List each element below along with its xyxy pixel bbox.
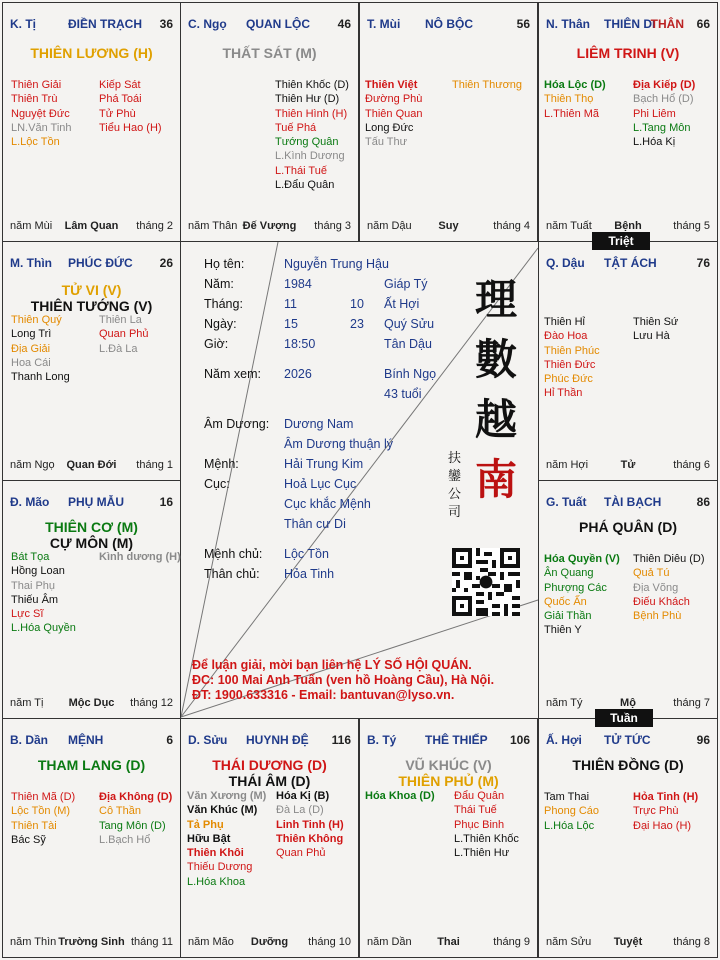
minor-star: Kình dương (H): [99, 551, 181, 563]
logo-char: 越: [474, 395, 517, 444]
minor-star: Thiên Quý: [11, 314, 62, 326]
logo-char: 數: [474, 335, 517, 384]
tieu-han-year: năm Tuất: [546, 220, 592, 232]
nguyet-han-month: tháng 5: [673, 220, 710, 232]
major-star: THIÊN ĐỒNG (D): [572, 757, 684, 773]
minor-stars-left: [11, 550, 76, 636]
palace-can-chi: Đ. Mão: [10, 495, 50, 509]
major-star: THIÊN CƠ (M): [45, 519, 138, 535]
minor-star: Tam Thai: [544, 791, 590, 803]
minor-star: L.Lộc Tồn: [11, 136, 60, 149]
minor-star: L.Bạch Hổ: [99, 833, 151, 846]
palace-cell-ty: [359, 718, 538, 958]
minor-star: L.Đẩu Quân: [275, 179, 335, 192]
info-thang-label: Tháng:: [204, 297, 243, 311]
tieu-han-year: năm Sửu: [546, 936, 592, 948]
minor-star: Điếu Khách: [633, 595, 690, 608]
palace-cell-dau: [538, 241, 718, 481]
minor-star: Bệnh Phù: [633, 610, 682, 623]
info-gio-am: Tân Dậu: [384, 337, 432, 351]
palace-footer: [367, 220, 530, 234]
info-ho-ten-label: Họ tên:: [204, 257, 245, 271]
tieu-han-year: năm Mùi: [10, 220, 53, 232]
minor-star: Hóa Quyền (V): [544, 553, 620, 565]
minor-star: Thiên Quan: [365, 107, 423, 120]
minor-star: Giải Thần: [544, 610, 592, 623]
minor-stars-left: [11, 313, 70, 384]
minor-star: Lưu Hà: [633, 330, 670, 343]
minor-star: L.Hóa Khoa: [187, 875, 246, 888]
info-ho-ten: Nguyễn Trung Hậu: [284, 257, 389, 271]
dai-han-number: 66: [696, 17, 710, 31]
tieu-han-year: năm Mão: [188, 936, 234, 948]
palace-header: [367, 17, 530, 31]
tieu-han-year: năm Ngọ: [10, 459, 55, 471]
minor-stars-left: [544, 790, 599, 833]
palace-cell-ngo: [180, 2, 359, 242]
minor-star: L.Hóa Quyền: [11, 622, 76, 635]
minor-star: L.Hóa Lộc: [544, 819, 595, 832]
minor-stars-right: [276, 789, 344, 860]
nguyet-han-month: tháng 3: [314, 220, 351, 232]
palace-name: THÊ THIẾP: [425, 733, 488, 747]
minor-star: Phi Liêm: [633, 107, 676, 120]
dai-han-number: 96: [696, 733, 710, 747]
palace-header: [10, 256, 173, 270]
major-star: TỬ VI (V): [61, 282, 122, 298]
palace-name: HUYNH ĐỆ: [246, 733, 309, 747]
minor-star: Thiên Phúc: [544, 344, 600, 357]
minor-star: Ân Quang: [544, 567, 594, 580]
minor-stars-left: [365, 78, 422, 149]
minor-star: Thiên Y: [544, 624, 582, 637]
major-star: CỰ MÔN (M): [49, 535, 134, 551]
minor-star: Hóa Lộc (D): [544, 79, 606, 91]
minor-star: LN.Văn Tinh: [11, 121, 72, 134]
minor-star: Đại Hao (H): [633, 819, 692, 832]
minor-star: Hồng Loan: [11, 565, 65, 578]
tieu-han-year: năm Dậu: [367, 220, 412, 232]
minor-star: Đà La (D): [276, 804, 324, 817]
minor-stars-right: [633, 315, 678, 344]
palace-cell-suu: [180, 718, 359, 958]
palace-footer: [188, 936, 351, 950]
minor-star: Thiếu Âm: [11, 593, 59, 606]
than-marker: THÂN: [650, 17, 684, 31]
minor-star: Phong Cáo: [544, 805, 600, 818]
minor-star: Đẩu Quân: [454, 790, 505, 802]
palace-cell-dan: [2, 718, 181, 958]
palace-can-chi: G. Tuất: [546, 495, 587, 509]
minor-stars-right: [633, 552, 705, 623]
palace-name: PHÚC ĐỨC: [68, 256, 133, 270]
palace-header: [367, 733, 530, 747]
minor-stars-right: [452, 78, 522, 92]
palace-header: [10, 17, 173, 31]
palace-name: THIÊN DI: [604, 17, 656, 31]
minor-stars-right: [633, 790, 698, 833]
minor-star: Thiên Khôi: [187, 847, 244, 860]
minor-star: Tang Môn (D): [99, 819, 166, 832]
palace-cell-ti: [2, 2, 181, 242]
palace-footer: [10, 936, 173, 950]
truong-sinh: Suy: [438, 220, 459, 232]
minor-star: Hóa Kị (B): [276, 790, 330, 802]
info-ngay-label: Ngày:: [204, 317, 237, 331]
palace-name: MỆNH: [68, 733, 104, 747]
palace-cell-mui: [359, 2, 538, 242]
minor-star: Phượng Các: [544, 581, 607, 594]
major-star: THAM LANG (D): [37, 757, 146, 773]
contact-line1: Để luận giải, mời bạn liên hệ LÝ SỐ HỘI QUÁN.: [192, 658, 472, 672]
info-cuc-2: Cục khắc Mệnh: [284, 497, 371, 511]
info-am-duong-label: Âm Dương:: [204, 417, 270, 431]
minor-star: Thiên Sứ: [633, 316, 679, 328]
minor-star: Nguyệt Đức: [11, 107, 70, 120]
palace-header: [546, 17, 710, 31]
palace-footer: [546, 459, 710, 473]
minor-star: Thiên Mã (D): [11, 791, 76, 803]
minor-star: Thiên Giải: [11, 79, 62, 91]
palace-footer: [10, 697, 173, 711]
tieu-han-year: năm Dần: [367, 936, 412, 948]
minor-stars-left: [365, 789, 435, 803]
minor-star: Kiếp Sát: [99, 79, 141, 91]
minor-star: Phục Binh: [454, 818, 505, 831]
info-thang-am-num: 10: [350, 297, 364, 311]
truong-sinh: Đế Vượng: [242, 220, 297, 232]
dai-han-number: 16: [159, 495, 173, 509]
minor-star: Bát Tọa: [11, 551, 50, 563]
truong-sinh: Mộ: [620, 697, 636, 709]
contact-line3: ĐT: 1900.633316 - Email: bantuvan@lyso.vn.: [192, 688, 455, 702]
palace-can-chi: Ấ. Hợi: [546, 733, 582, 747]
palace-name: TỬ TỨC: [604, 733, 651, 747]
palace-can-chi: D. Sửu: [188, 733, 228, 747]
palace-cell-hoi: [538, 718, 718, 958]
dai-han-number: 76: [696, 256, 710, 270]
minor-star: Linh Tinh (H): [276, 818, 344, 831]
minor-star: Phá Toái: [99, 93, 142, 106]
info-thang-am: Ất Hợi: [384, 297, 420, 311]
minor-star: L.Đà La: [99, 342, 138, 355]
minor-star: Long Đức: [365, 121, 414, 134]
info-gio-label: Giờ:: [204, 337, 229, 351]
minor-star: L.Thiên Mã: [544, 107, 600, 120]
minor-star: Hỏa Tinh (H): [633, 791, 699, 803]
minor-star: Thiên Diêu (D): [633, 553, 705, 565]
info-nam-xem: 2026: [284, 367, 312, 381]
minor-stars-left: [11, 790, 75, 847]
minor-stars-right: [99, 550, 181, 564]
palace-can-chi: M. Thìn: [10, 256, 52, 270]
minor-stars-left: [11, 78, 72, 149]
palace-footer: [188, 220, 351, 234]
info-thang-duong: 11: [284, 297, 297, 311]
minor-star: L.Thiên Hư: [454, 847, 510, 860]
palace-footer: [367, 936, 530, 950]
logo-char: 南: [474, 455, 517, 504]
palace-header: [546, 733, 710, 747]
palace-can-chi: B. Dần: [10, 733, 49, 747]
minor-star: Tử Phù: [99, 107, 136, 120]
palace-can-chi: N. Thân: [546, 17, 590, 31]
info-than-chu: Hỏa Tinh: [284, 567, 335, 581]
minor-star: L.Hóa Kị: [633, 136, 676, 149]
minor-star: Tả Phụ: [187, 818, 224, 831]
palace-header: [188, 17, 351, 31]
contact-line2: ĐC: 100 Mai Anh Tuấn (ven hồ Hoàng Cầu), Hà Nội.: [192, 673, 495, 687]
palace-name: NÔ BỘC: [425, 17, 473, 31]
minor-star: Hóa Khoa (D): [365, 790, 435, 802]
major-star: THẤT SÁT (M): [222, 45, 317, 61]
minor-star: Bác Sỹ: [11, 833, 46, 846]
tieu-han-year: năm Thân: [188, 220, 238, 232]
minor-star: Thái Tuế: [454, 804, 497, 817]
palace-cell-tuat: [538, 480, 718, 719]
palace-name: TẬT ÁCH: [604, 256, 657, 270]
minor-star: Hỉ Thần: [544, 387, 583, 400]
dai-han-number: 6: [166, 733, 173, 747]
minor-star: L.Thái Tuế: [275, 164, 327, 177]
minor-star: Thiên Không: [276, 832, 344, 845]
minor-star: Thiên Thương: [452, 79, 523, 91]
dai-han-number: 26: [159, 256, 173, 270]
minor-stars-right: [99, 78, 162, 135]
truong-sinh: Bệnh: [614, 220, 642, 232]
info-menh-label: Mệnh:: [204, 457, 239, 471]
palace-can-chi: B. Tý: [367, 733, 397, 747]
major-star: THÁI DƯƠNG (D): [212, 757, 327, 773]
minor-star: Thanh Long: [11, 371, 70, 384]
nguyet-han-month: tháng 4: [493, 220, 530, 232]
info-nam-label: Năm:: [204, 277, 234, 291]
minor-star: Tiểu Hao (H): [99, 121, 162, 134]
contact-block: [192, 658, 494, 703]
minor-star: Thiên Việt: [365, 79, 418, 91]
palace-can-chi: K. Tị: [10, 17, 36, 31]
minor-star: Phúc Đức: [544, 373, 593, 386]
minor-stars-left: [544, 78, 606, 121]
truong-sinh: Trường Sinh: [58, 936, 125, 948]
major-star: THIÊN TƯỚNG (V): [30, 298, 153, 314]
minor-star: Thiên Đức: [544, 358, 596, 371]
minor-star: Địa Kiếp (D): [633, 79, 696, 91]
minor-star: Thiên Hỉ: [544, 316, 585, 328]
palace-header: [546, 256, 710, 270]
minor-star: Trực Phù: [633, 805, 679, 818]
tag-tuan: Tuần: [595, 709, 653, 727]
palace-header: [188, 733, 351, 747]
info-menh: Hải Trung Kim: [284, 457, 364, 471]
logo-subtitle: 扶 鑾 公 司: [448, 451, 462, 520]
palace-name: PHỤ MẪU: [68, 495, 124, 509]
major-star: THIÊN LƯƠNG (H): [30, 45, 153, 61]
truong-sinh: Quan Đới: [66, 459, 117, 471]
truong-sinh: Lâm Quan: [64, 220, 119, 232]
truong-sinh: Tử: [620, 459, 636, 471]
palace-cell-thin: [2, 241, 181, 481]
palace-header: [10, 495, 173, 509]
truong-sinh: Mộc Dục: [68, 697, 115, 709]
logo-char: 理: [474, 275, 517, 324]
minor-stars-left: [187, 789, 266, 889]
major-star: PHÁ QUÂN (D): [579, 519, 677, 535]
minor-stars-right: [99, 790, 172, 847]
minor-stars-left: [544, 315, 600, 401]
minor-stars-right: [454, 789, 519, 860]
dai-han-number: 86: [696, 495, 710, 509]
nguyet-han-month: tháng 6: [673, 459, 710, 471]
palace-footer: [10, 459, 173, 473]
minor-star: Tấu Thư: [365, 136, 408, 149]
info-gio: 18:50: [284, 337, 316, 351]
minor-star: Quốc Ấn: [544, 595, 587, 608]
dai-han-number: 46: [337, 17, 351, 31]
dai-han-number: 56: [516, 17, 530, 31]
info-cuc-3: Thân cư Di: [284, 517, 346, 531]
minor-star: Địa Không (D): [99, 791, 173, 803]
minor-star: Đào Hoa: [544, 330, 588, 343]
info-menh-chu: Lộc Tồn: [284, 547, 329, 561]
minor-star: Địa Võng: [633, 581, 679, 594]
info-cuc-label: Cục:: [204, 477, 230, 491]
minor-star: Đường Phù: [365, 93, 423, 106]
palace-header: [10, 733, 173, 747]
info-nam-am: Giáp Tý: [384, 277, 428, 291]
calligraphy-logo: [466, 270, 526, 510]
minor-star: Thiên Trù: [11, 93, 58, 106]
info-am-duong-2: Âm Dương thuận lý: [284, 437, 393, 451]
minor-star: Thai Phụ: [11, 579, 56, 592]
info-nam-duong: 1984: [284, 277, 312, 291]
nguyet-han-month: tháng 7: [673, 697, 710, 709]
palace-name: TÀI BẠCH: [604, 495, 662, 509]
info-ngay-am-num: 23: [350, 317, 364, 331]
minor-star: Bạch Hổ (D): [633, 93, 694, 106]
minor-star: Thiên Thọ: [544, 93, 594, 106]
minor-star: L.Thiên Khốc: [454, 832, 519, 845]
info-ngay-duong: 15: [284, 317, 298, 331]
nguyet-han-month: tháng 11: [130, 936, 173, 948]
tieu-han-year: năm Hợi: [546, 459, 589, 471]
palace-can-chi: Q. Dậu: [546, 256, 585, 270]
minor-star: Hoa Cái: [11, 356, 51, 369]
dai-han-number: 106: [509, 733, 530, 747]
minor-star: Cô Thần: [99, 805, 141, 818]
nguyet-han-month: tháng 2: [136, 220, 173, 232]
minor-stars-left: [544, 552, 620, 638]
nguyet-han-month: tháng 10: [308, 936, 351, 948]
palace-header: [546, 495, 710, 509]
nguyet-han-month: tháng 12: [130, 697, 173, 709]
truong-sinh: Dưỡng: [250, 936, 289, 948]
info-am-duong: Dương Nam: [284, 417, 354, 431]
minor-stars-right: [99, 313, 149, 356]
minor-star: Quả Tú: [633, 567, 670, 580]
tieu-han-year: năm Thìn: [10, 936, 57, 948]
info-nam-xem-am: Bính Ngọ: [384, 367, 437, 381]
qr-code[interactable]: [452, 548, 520, 616]
info-nam-xem-label: Năm xem:: [204, 367, 261, 381]
major-star: LIÊM TRINH (V): [576, 45, 680, 61]
tag-triet: Triệt: [592, 232, 650, 250]
info-ngay-am: Quý Sửu: [384, 317, 435, 331]
dai-han-number: 36: [159, 17, 173, 31]
minor-star: Hữu Bật: [187, 832, 231, 845]
minor-star: Địa Giải: [11, 342, 51, 355]
major-star: VŨ KHÚC (V): [405, 757, 492, 773]
nguyet-han-month: tháng 1: [136, 459, 173, 471]
minor-star: Long Trì: [11, 328, 52, 341]
palace-footer: [10, 220, 173, 234]
nguyet-han-month: tháng 9: [493, 936, 530, 948]
dai-han-number: 116: [331, 733, 351, 747]
palace-can-chi: C. Ngọ: [188, 17, 227, 31]
info-menh-chu-label: Mệnh chủ:: [204, 547, 263, 561]
major-star: THIÊN PHỦ (M): [398, 773, 499, 789]
truong-sinh: Thai: [437, 936, 460, 948]
palace-cell-mao: [2, 480, 181, 719]
minor-star: Thiên Hình (H): [275, 107, 348, 120]
minor-star: Thiên Khốc (D): [275, 79, 349, 91]
palace-name: QUAN LỘC: [246, 17, 310, 31]
minor-star: Thiên La: [99, 314, 142, 326]
info-panel: [180, 240, 540, 718]
minor-star: Quan Phủ: [99, 328, 149, 341]
tieu-han-year: năm Tý: [546, 697, 583, 709]
major-star: THÁI ÂM (D): [228, 773, 311, 789]
minor-stars-right: [633, 78, 695, 149]
nguyet-han-month: tháng 8: [673, 936, 710, 948]
minor-star: Lộc Tồn (M): [11, 805, 71, 818]
minor-star: Quan Phủ: [276, 847, 326, 860]
palace-can-chi: T. Mùi: [367, 17, 401, 31]
palace-name: ĐIỀN TRẠCH: [68, 17, 142, 31]
minor-star: Thiên Tài: [11, 819, 57, 832]
minor-star: Lực Sĩ: [11, 608, 44, 621]
truong-sinh: Tuyệt: [613, 936, 643, 948]
info-tuoi: 43 tuổi: [384, 387, 422, 401]
minor-star: Thiếu Dương: [187, 861, 253, 874]
palace-cell-than: [538, 2, 718, 242]
minor-star: Tướng Quân: [275, 136, 339, 149]
minor-star: Tuế Phá: [275, 121, 317, 134]
minor-star: L.Kình Dương: [275, 150, 345, 163]
info-than-chu-label: Thân chủ:: [204, 567, 260, 581]
minor-star: L.Tang Môn: [633, 121, 691, 134]
info-cuc: Hoả Lục Cục: [284, 477, 357, 491]
tieu-han-year: năm Tị: [10, 697, 44, 709]
minor-star: Văn Xương (M): [187, 790, 267, 802]
minor-star: Văn Khúc (M): [187, 804, 258, 817]
palace-footer: [546, 936, 710, 950]
minor-stars-right: [275, 78, 349, 192]
minor-star: Thiên Hư (D): [275, 93, 340, 106]
